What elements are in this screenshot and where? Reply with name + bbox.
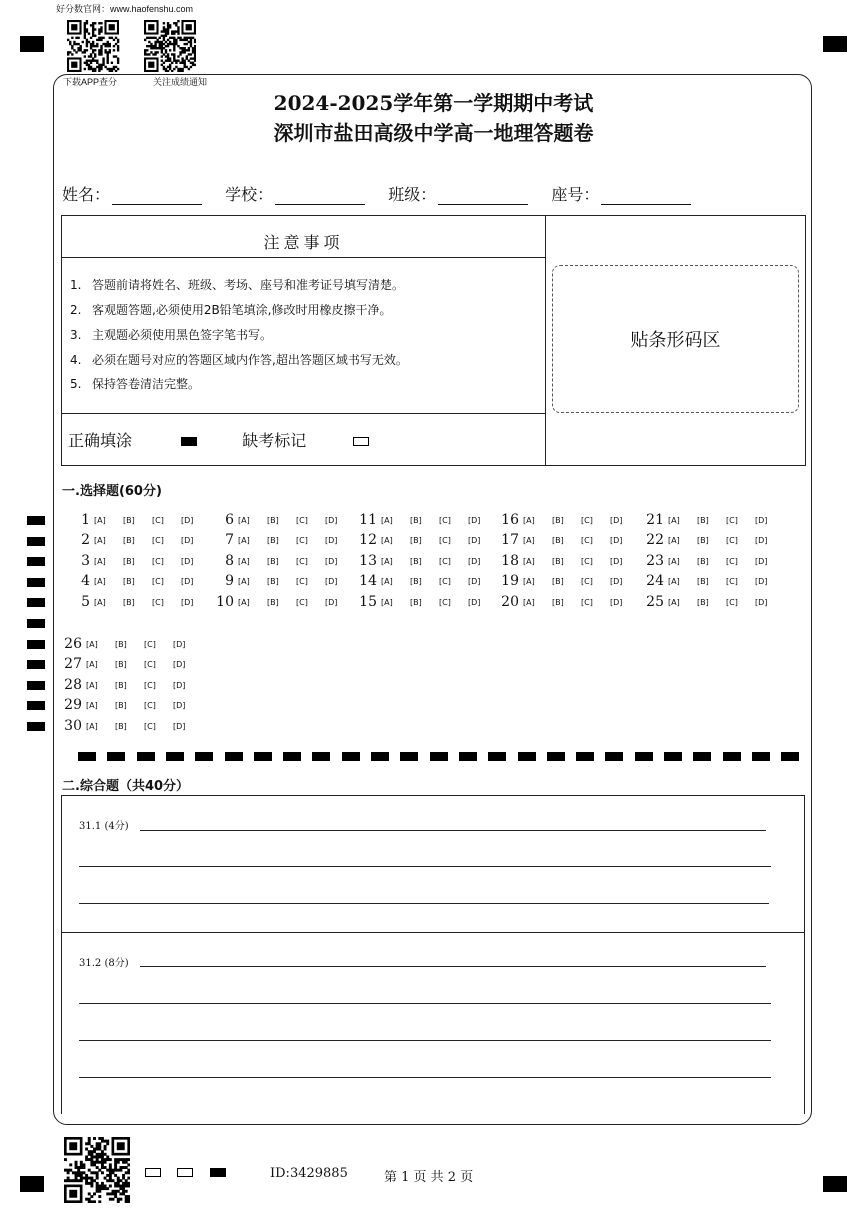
- timing-mark: [27, 598, 45, 607]
- option-bubble-c[interactable]: [C]: [144, 659, 156, 669]
- answer-line: [79, 866, 771, 867]
- option-bubble-c[interactable]: [C]: [296, 515, 308, 525]
- option-bubble-d[interactable]: [D]: [173, 680, 186, 690]
- absent-mark-checkbox[interactable]: [353, 437, 369, 446]
- option-bubble-a[interactable]: [A]: [523, 576, 535, 586]
- notice-item: 4. 必须在题号对应的答题区域内作答,超出答题区域书写无效。: [70, 353, 408, 367]
- timing-mark: [27, 578, 45, 587]
- choice-question-25: [642, 594, 784, 610]
- option-bubble-a[interactable]: [A]: [381, 556, 393, 566]
- option-bubble-b[interactable]: [B]: [410, 535, 422, 545]
- option-bubble-c[interactable]: [C]: [296, 535, 308, 545]
- question-number: 28: [64, 677, 82, 693]
- option-bubble-a[interactable]: [A]: [94, 597, 106, 607]
- option-bubble-a[interactable]: [A]: [381, 515, 393, 525]
- answer-line: [79, 1040, 771, 1041]
- option-bubble-b[interactable]: [B]: [410, 597, 422, 607]
- notice-item: 5. 保持答卷清洁完整。: [70, 377, 201, 391]
- option-bubble-d[interactable]: [D]: [181, 576, 194, 586]
- question-label-31-1: 31.1 (4分): [79, 821, 129, 832]
- choice-question-24: [642, 573, 784, 589]
- option-bubble-c[interactable]: [C]: [152, 556, 164, 566]
- option-bubble-b[interactable]: [B]: [123, 556, 135, 566]
- corner-mark-top-right: [823, 36, 847, 52]
- answer-line: [140, 966, 766, 967]
- question-number: 7: [225, 532, 234, 548]
- separator-dash: [430, 752, 448, 761]
- question-number: 11: [359, 512, 377, 528]
- answer-line: [79, 903, 769, 904]
- option-bubble-c[interactable]: [C]: [581, 576, 593, 586]
- question-number: 17: [501, 532, 519, 548]
- page-number: 第 1 页 共 2 页: [384, 1170, 474, 1185]
- option-bubble-c[interactable]: [C]: [726, 556, 738, 566]
- notice-divider-2: [61, 413, 546, 414]
- option-bubble-d[interactable]: [D]: [325, 576, 338, 586]
- choice-question-26: [60, 636, 202, 652]
- choice-question-11: [355, 512, 497, 528]
- option-bubble-a[interactable]: [A]: [668, 515, 680, 525]
- fill-example-row: [68, 428, 369, 451]
- timing-mark: [27, 701, 45, 710]
- option-bubble-d[interactable]: [D]: [181, 515, 194, 525]
- option-bubble-d[interactable]: [D]: [468, 535, 481, 545]
- option-bubble-b[interactable]: [B]: [552, 535, 564, 545]
- option-bubble-d[interactable]: [D]: [181, 597, 194, 607]
- section-comprehensive-title: 二.综合题（共40分）: [62, 779, 190, 794]
- option-bubble-c[interactable]: [C]: [439, 556, 451, 566]
- separator-dash: [781, 752, 799, 761]
- separator-dash: [225, 752, 243, 761]
- notice-item: 2. 客观题答题,必须使用2B铅笔填涂,修改时用橡皮擦干净。: [70, 303, 392, 317]
- option-bubble-c[interactable]: [C]: [144, 721, 156, 731]
- separator-dash: [635, 752, 653, 761]
- absent-mark-label: 缺考标记: [242, 431, 307, 450]
- option-bubble-d[interactable]: [D]: [468, 556, 481, 566]
- option-bubble-b[interactable]: [B]: [267, 556, 279, 566]
- option-bubble-a[interactable]: [A]: [238, 515, 250, 525]
- answer-line: [140, 830, 766, 831]
- option-bubble-d[interactable]: [D]: [755, 597, 768, 607]
- option-bubble-b[interactable]: [B]: [267, 515, 279, 525]
- question-number: 14: [359, 573, 377, 589]
- corner-mark-bottom-left: [20, 1176, 44, 1192]
- option-bubble-c[interactable]: [C]: [726, 597, 738, 607]
- separator-dash: [459, 752, 477, 761]
- separator-dash: [488, 752, 506, 761]
- option-bubble-d[interactable]: [D]: [755, 576, 768, 586]
- exam-title: 2024-2025学年第一学期期中考试: [273, 91, 594, 115]
- question-number: 22: [646, 532, 664, 548]
- timing-mark: [27, 640, 45, 649]
- option-bubble-c[interactable]: [C]: [581, 556, 593, 566]
- sheet-id: ID:3429885: [270, 1166, 348, 1181]
- option-bubble-c[interactable]: [C]: [152, 535, 164, 545]
- choice-question-8: [212, 553, 354, 569]
- choice-question-27: [60, 656, 202, 672]
- separator-dash: [195, 752, 213, 761]
- option-bubble-d[interactable]: [D]: [610, 597, 623, 607]
- option-bubble-a[interactable]: [A]: [238, 576, 250, 586]
- option-bubble-d[interactable]: [D]: [173, 639, 186, 649]
- option-bubble-b[interactable]: [B]: [115, 721, 127, 731]
- option-bubble-d[interactable]: [D]: [173, 700, 186, 710]
- option-bubble-b[interactable]: [B]: [115, 700, 127, 710]
- option-bubble-c[interactable]: [C]: [152, 576, 164, 586]
- option-bubble-d[interactable]: [D]: [468, 576, 481, 586]
- question-number: 24: [646, 573, 664, 589]
- question-number: 23: [646, 553, 664, 569]
- separator-dash: [78, 752, 96, 761]
- choice-question-16: [497, 512, 639, 528]
- option-bubble-c[interactable]: [C]: [726, 535, 738, 545]
- option-bubble-a[interactable]: [A]: [381, 576, 393, 586]
- question-number: 10: [216, 594, 234, 610]
- option-bubble-b[interactable]: [B]: [697, 576, 709, 586]
- option-bubble-d[interactable]: [D]: [468, 597, 481, 607]
- question-number: 18: [501, 553, 519, 569]
- separator-dash: [107, 752, 125, 761]
- separator-dash: [137, 752, 155, 761]
- separator-dash: [283, 752, 301, 761]
- choice-question-29: [60, 697, 202, 713]
- choice-question-20: [497, 594, 639, 610]
- option-bubble-c[interactable]: [C]: [439, 576, 451, 586]
- option-bubble-d[interactable]: [D]: [468, 515, 481, 525]
- option-bubble-a[interactable]: [A]: [86, 680, 98, 690]
- timing-mark: [27, 516, 45, 525]
- option-bubble-d[interactable]: [D]: [325, 535, 338, 545]
- choice-question-2: [68, 532, 210, 548]
- answer-box-31-1[interactable]: [61, 795, 805, 933]
- timing-mark: [27, 722, 45, 731]
- choice-question-18: [497, 553, 639, 569]
- question-number: 16: [501, 512, 519, 528]
- question-number: 20: [501, 594, 519, 610]
- option-bubble-d[interactable]: [D]: [173, 721, 186, 731]
- option-bubble-b[interactable]: [B]: [410, 515, 422, 525]
- corner-mark-top-left: [20, 36, 44, 52]
- option-bubble-b[interactable]: [B]: [267, 576, 279, 586]
- option-bubble-d[interactable]: [D]: [610, 515, 623, 525]
- option-bubble-c[interactable]: [C]: [581, 515, 593, 525]
- option-bubble-c[interactable]: [C]: [152, 515, 164, 525]
- choice-question-9: [212, 573, 354, 589]
- answer-box-31-2[interactable]: [61, 932, 805, 1114]
- question-number: 26: [64, 636, 82, 652]
- option-bubble-a[interactable]: [A]: [381, 597, 393, 607]
- separator-dash: [166, 752, 184, 761]
- question-number: 19: [501, 573, 519, 589]
- name-field[interactable]: 姓名：: [62, 182, 202, 205]
- option-bubble-a[interactable]: [A]: [523, 556, 535, 566]
- option-bubble-a[interactable]: [A]: [86, 721, 98, 731]
- option-bubble-a[interactable]: [A]: [238, 535, 250, 545]
- choice-question-3: [68, 553, 210, 569]
- option-bubble-c[interactable]: [C]: [152, 597, 164, 607]
- option-bubble-a[interactable]: [A]: [86, 659, 98, 669]
- option-bubble-a[interactable]: [A]: [381, 535, 393, 545]
- option-bubble-c[interactable]: [C]: [726, 576, 738, 586]
- choice-question-10: [212, 594, 354, 610]
- qr-code-follow: [144, 20, 196, 72]
- option-bubble-a[interactable]: [A]: [94, 576, 106, 586]
- option-bubble-d[interactable]: [D]: [755, 515, 768, 525]
- qr-code-download: [67, 20, 121, 72]
- separator-dash: [547, 752, 565, 761]
- choice-question-4: [68, 573, 210, 589]
- school-field[interactable]: 学校：: [225, 182, 365, 205]
- option-bubble-d[interactable]: [D]: [181, 535, 194, 545]
- option-bubble-c[interactable]: [C]: [296, 576, 308, 586]
- option-bubble-b[interactable]: [B]: [697, 515, 709, 525]
- option-bubble-b[interactable]: [B]: [552, 576, 564, 586]
- option-bubble-d[interactable]: [D]: [181, 556, 194, 566]
- choice-question-17: [497, 532, 639, 548]
- separator-dash: [400, 752, 418, 761]
- timing-mark: [27, 660, 45, 669]
- option-bubble-b[interactable]: [B]: [115, 659, 127, 669]
- separator-dash: [693, 752, 711, 761]
- separator-dash: [605, 752, 623, 761]
- question-number: 27: [64, 656, 82, 672]
- qr-code-sheet: [64, 1137, 130, 1203]
- choice-question-7: [212, 532, 354, 548]
- question-number: 29: [64, 697, 82, 713]
- option-bubble-a[interactable]: [A]: [523, 597, 535, 607]
- choice-question-23: [642, 553, 784, 569]
- exam-subtitle: 深圳市盐田高级中学高一地理答题卷: [273, 121, 594, 145]
- question-number: 9: [225, 573, 234, 589]
- choice-question-12: [355, 532, 497, 548]
- option-bubble-b[interactable]: [B]: [410, 556, 422, 566]
- option-bubble-b[interactable]: [B]: [115, 680, 127, 690]
- option-bubble-a[interactable]: [A]: [86, 639, 98, 649]
- question-number: 8: [225, 553, 234, 569]
- option-bubble-a[interactable]: [A]: [94, 535, 106, 545]
- page-mark-hollow: [145, 1168, 161, 1177]
- choice-question-30: [60, 718, 202, 734]
- option-bubble-b[interactable]: [B]: [697, 556, 709, 566]
- separator-dash: [371, 752, 389, 761]
- choice-question-22: [642, 532, 784, 548]
- option-bubble-c[interactable]: [C]: [144, 639, 156, 649]
- option-bubble-a[interactable]: [A]: [668, 535, 680, 545]
- choice-question-19: [497, 573, 639, 589]
- option-bubble-b[interactable]: [B]: [697, 597, 709, 607]
- notice-heading: 注意事项: [263, 233, 344, 252]
- student-info-row: [62, 182, 709, 205]
- separator-dash: [312, 752, 330, 761]
- option-bubble-d[interactable]: [D]: [610, 576, 623, 586]
- option-bubble-d[interactable]: [D]: [325, 515, 338, 525]
- separator-dash: [576, 752, 594, 761]
- option-bubble-d[interactable]: [D]: [755, 556, 768, 566]
- timing-mark: [27, 537, 45, 546]
- page-mark-solid: [210, 1168, 226, 1177]
- choice-question-14: [355, 573, 497, 589]
- question-number: 1: [81, 512, 90, 528]
- question-number: 4: [81, 573, 90, 589]
- corner-mark-bottom-right: [823, 1176, 847, 1192]
- choice-question-13: [355, 553, 497, 569]
- notice-item: 3. 主观题必须使用黑色签字笔书写。: [70, 328, 273, 342]
- qr-label-follow: 关注成绩通知: [153, 77, 208, 87]
- notice-item: 1. 答题前请将姓名、班级、考场、座号和准考证号填写清楚。: [70, 278, 405, 292]
- option-bubble-b[interactable]: [B]: [410, 576, 422, 586]
- option-bubble-a[interactable]: [A]: [238, 556, 250, 566]
- option-bubble-d[interactable]: [D]: [610, 535, 623, 545]
- option-bubble-a[interactable]: [A]: [94, 556, 106, 566]
- option-bubble-d[interactable]: [D]: [755, 535, 768, 545]
- option-bubble-d[interactable]: [D]: [325, 556, 338, 566]
- option-bubble-a[interactable]: [A]: [94, 515, 106, 525]
- seat-field[interactable]: 座号：: [551, 182, 691, 205]
- site-url: 好分数官网：www.haofenshu.com: [56, 4, 194, 14]
- option-bubble-a[interactable]: [A]: [668, 576, 680, 586]
- timing-mark: [27, 619, 45, 628]
- question-number: 5: [81, 594, 90, 610]
- choice-question-1: [68, 512, 210, 528]
- option-bubble-c[interactable]: [C]: [439, 515, 451, 525]
- qr-label-download: 下载APP查分: [63, 77, 118, 87]
- choice-question-15: [355, 594, 497, 610]
- separator-dash: [518, 752, 536, 761]
- option-bubble-c[interactable]: [C]: [144, 680, 156, 690]
- option-bubble-c[interactable]: [C]: [581, 597, 593, 607]
- timing-mark: [27, 681, 45, 690]
- option-bubble-a[interactable]: [A]: [668, 556, 680, 566]
- question-number: 25: [646, 594, 664, 610]
- choice-question-6: [212, 512, 354, 528]
- separator-dash: [664, 752, 682, 761]
- question-label-31-2: 31.2 (8分): [79, 958, 129, 969]
- question-number: 15: [359, 594, 377, 610]
- option-bubble-b[interactable]: [B]: [552, 556, 564, 566]
- barcode-area: 贴条形码区: [552, 265, 799, 413]
- option-bubble-b[interactable]: [B]: [552, 597, 564, 607]
- question-number: 12: [359, 532, 377, 548]
- option-bubble-b[interactable]: [B]: [267, 535, 279, 545]
- question-number: 13: [359, 553, 377, 569]
- question-number: 30: [64, 718, 82, 734]
- option-bubble-c[interactable]: [C]: [296, 556, 308, 566]
- question-number: 3: [81, 553, 90, 569]
- option-bubble-d[interactable]: [D]: [325, 597, 338, 607]
- option-bubble-c[interactable]: [C]: [726, 515, 738, 525]
- option-bubble-b[interactable]: [B]: [123, 576, 135, 586]
- page-mark-hollow: [177, 1168, 193, 1177]
- option-bubble-b[interactable]: [B]: [123, 597, 135, 607]
- notice-divider-1: [61, 257, 546, 258]
- option-bubble-a[interactable]: [A]: [238, 597, 250, 607]
- option-bubble-b[interactable]: [B]: [123, 535, 135, 545]
- separator-dash: [254, 752, 272, 761]
- choice-question-28: [60, 677, 202, 693]
- separator-dash: [342, 752, 360, 761]
- answer-line: [79, 1003, 771, 1004]
- option-bubble-a[interactable]: [A]: [523, 515, 535, 525]
- separator-dash: [752, 752, 770, 761]
- option-bubble-c[interactable]: [C]: [439, 597, 451, 607]
- option-bubble-d[interactable]: [D]: [610, 556, 623, 566]
- answer-line: [79, 1077, 771, 1078]
- separator-dash: [723, 752, 741, 761]
- section-choice-title: 一.选择题(60分): [62, 484, 162, 499]
- timing-mark: [27, 557, 45, 566]
- choice-question-21: [642, 512, 784, 528]
- option-bubble-c[interactable]: [C]: [581, 535, 593, 545]
- option-bubble-b[interactable]: [B]: [552, 515, 564, 525]
- class-field[interactable]: 班级：: [388, 182, 528, 205]
- option-bubble-c[interactable]: [C]: [439, 535, 451, 545]
- correct-fill-example: [181, 437, 197, 446]
- option-bubble-b[interactable]: [B]: [115, 639, 127, 649]
- option-bubble-a[interactable]: [A]: [523, 535, 535, 545]
- option-bubble-c[interactable]: [C]: [144, 700, 156, 710]
- question-number: 2: [81, 532, 90, 548]
- question-number: 6: [225, 512, 234, 528]
- option-bubble-b[interactable]: [B]: [123, 515, 135, 525]
- option-bubble-d[interactable]: [D]: [173, 659, 186, 669]
- choice-question-5: [68, 594, 210, 610]
- option-bubble-a[interactable]: [A]: [668, 597, 680, 607]
- option-bubble-a[interactable]: [A]: [86, 700, 98, 710]
- correct-fill-label: 正确填涂: [68, 431, 133, 450]
- option-bubble-b[interactable]: [B]: [267, 597, 279, 607]
- question-number: 21: [646, 512, 664, 528]
- option-bubble-b[interactable]: [B]: [697, 535, 709, 545]
- option-bubble-c[interactable]: [C]: [296, 597, 308, 607]
